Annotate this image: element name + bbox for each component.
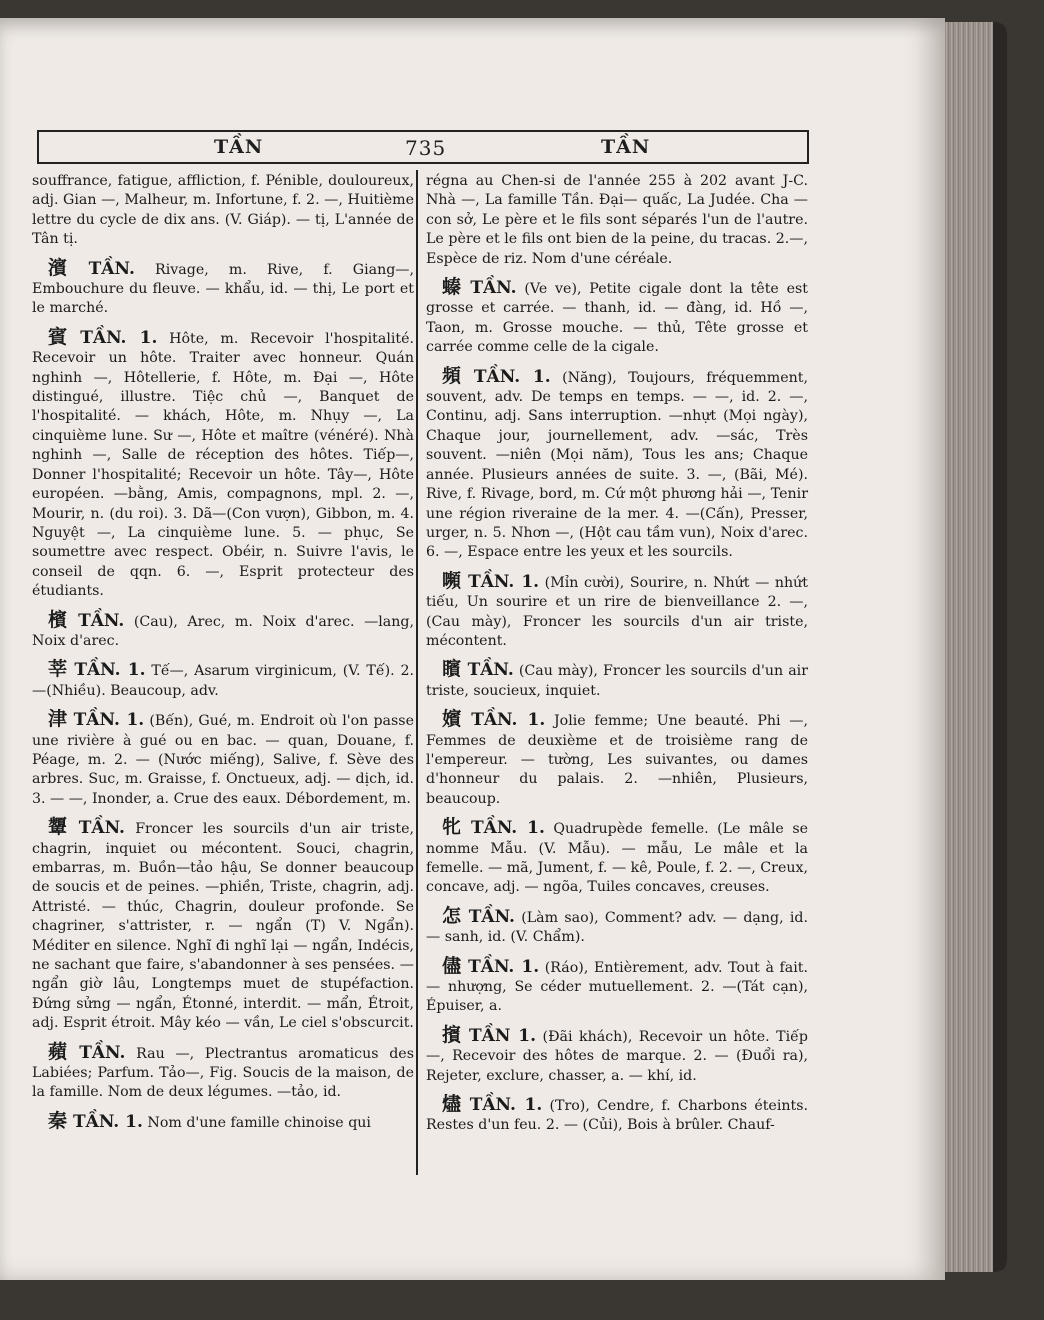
entry-headword: TẦN. [88, 258, 135, 279]
entry-headword: TẦN. 1. [471, 710, 546, 731]
entry-chinese-character: 顰 [48, 816, 73, 839]
entry-definition: (Làm sao), Comment? adv. — dạng, id. — sanh, id. (V. Chẩm). [426, 909, 808, 946]
entry-chinese-character: 蘋 [48, 1040, 74, 1063]
dictionary-entry [32, 325, 414, 602]
dictionary-entry [426, 954, 808, 1017]
entry-chinese-character: 頻 [442, 364, 468, 387]
book-page-edges [935, 22, 1007, 1272]
entry-definition: (Ve ve), Petite cigale dont la tête est grosse et carrée. — thanh, id. — đàng, id. Hồ —, Taon, m. Grosse mouche. — thủ, Tête grosse et carrée comme celle de la cigale. [426, 281, 808, 356]
entry-chinese-character: 秦 [48, 1109, 68, 1132]
entry-chinese-character: 怎 [442, 904, 463, 927]
dictionary-entry [426, 710, 808, 809]
dictionary-entry [426, 660, 808, 701]
dictionary-entry [426, 904, 808, 948]
dictionary-entry [32, 256, 414, 319]
dictionary-entry [426, 172, 808, 269]
entry-headword: TẦN. 1. [469, 1095, 543, 1116]
entry-headword: TẦN. 1. [471, 818, 545, 839]
column-divider [416, 170, 418, 1175]
right-column [426, 172, 808, 1145]
entry-definition: Hôte, m. Recevoir l'hospitalité. Recevoir un hôte. Traiter avec honneur. Quán nghinh —, Hôtellerie, f. Hôte, m. Đại —, Hôte distingué, illustre. Tiệc chủ —, Banquet de l'hospitalité. — khách, Hôte, m. Nhụy —, La cinquième lune. Sư —, Hôte et maître (vénéré). Nhà nghinh —, Salle de réception des hôtes. Tiếp—, Donner l'hospitalité; Recevoir un hôte. Tây—, Hôte européen. —bằng, Amis, compagnons, mpl. 2. —, Mourir, n. (du roi). 3. Dã—(Con vượn), Gibbon, m. 4. Nguyệt —, La cinquième lune. 5. — phục, Se soumettre avec respect. Obéir, n. Suivre l'avis, le conseil de qqn. 6. —, Esprit protecteur des étudiants. [32, 330, 414, 600]
entry-definition: Jolie femme; Une beauté. Phi —, Femmes de deuxième et de troisième rang de l'empereur. — tường, Les suivantes, ou dames d'honneur du palais. 2. —nhiên, Plusieurs, beaucoup. [426, 713, 808, 807]
dictionary-entry [32, 608, 414, 652]
entry-headword: TẦN. 1. [80, 327, 158, 348]
header-left-word: TẦN [214, 136, 264, 158]
entry-headword: TẦN. 1. [74, 660, 146, 681]
entry-headword: TẦN. [470, 278, 517, 299]
dictionary-entry [32, 1040, 414, 1103]
dictionary-entry [426, 569, 808, 652]
entry-headword: TẦN. 1. [473, 366, 551, 387]
entry-chinese-character: 檳 [48, 608, 73, 631]
left-column [32, 172, 414, 1142]
dictionary-entry [32, 818, 414, 1033]
dictionary-entry [32, 660, 414, 701]
entry-definition: Froncer les sourcils d'un air triste, chagrin, inquiet ou mécontent. Souci, chagrin, embarras, m. Buồn—tảo hậu, Se donner beaucoup de soucis et de peines. —phiền, Triste, chagrin, adj. Attristé. — thúc, Chagrin, douleur profonde. Se chagriner, s'attrister, r. — ngẩn (T) V. Ngẩn). Méditer en silence. Nghĩ đi nghĩ lại — ngẩn, Indécis, ne sachant que faire, s'abandonner à ses pensées. — ngẩn giờ lâu, Longtemps muet de stupéfaction. Đứng sửng — ngẩn, Étonné, interdit. — mẩn, Étroit, adj. Esprit étroit. Mây kéo — vần, Le ciel s'obscurcit. [32, 821, 414, 1032]
entry-headword: TẦN. [78, 818, 125, 839]
dictionary-entry [426, 818, 808, 898]
entry-chinese-character: 嚬 [442, 569, 463, 592]
entry-definition: Quadrupède femelle. (Le mâle se nomme Mẫu. (V. Mẫu). — mẫu, Le mâle et la femelle. — mã, Jument, f. — kê, Poule, f. 2. —, Creux, concave, adj. — ngõa, Tuiles concaves, creuses. [426, 821, 808, 896]
entry-chinese-character: 擯 [442, 1023, 463, 1046]
dictionary-entry [426, 364, 808, 563]
entry-chinese-character: 賓 [48, 325, 75, 348]
entry-chinese-character: 矉 [442, 658, 462, 681]
dictionary-entry [426, 278, 808, 358]
entry-chinese-character: 儘 [442, 954, 463, 977]
entry-definition: Rivage, m. Rive, f. Giang—, Embouchure du fleuve. — khẩu, id. — thị, Le port et le marché. [32, 261, 414, 317]
entry-definition: (Đãi khách), Recevoir un hôte. Tiếp—, Recevoir des hôtes de marque. 2. — (Đuổi ra), Rejeter, exclure, chasser, a. — khí, id. [426, 1028, 808, 1084]
entry-definition: (Cau), Arec, m. Noix d'arec. —lang, Noix d'arec. [32, 613, 414, 649]
dictionary-entry [32, 1109, 414, 1133]
entry-headword: TẦN. [78, 610, 125, 631]
entry-definition: (Tro), Cendre, f. Charbons éteints. Restes d'un feu. 2. — (Củi), Bois à brûler. Chauf- [426, 1098, 808, 1134]
entry-definition: (Năng), Toujours, fréquemment, souvent, adv. De temps en temps. — —, id. 2. —, Continu, adj. Sans interruption. —nhựt (Mọi ngày), Chaque jour, journellement, adv. —sác, Très souvent. —niên (Mọi năm), Tous les ans; Chaque année. Plusieurs années de suite. 3. —, (Bãi, Mé). Rive, f. Rivage, bord, m. Cứ một phương hải —, Tenir une région riveraine de la mer. 4. —(Cấn), Presser, urger, n. 5. Nhơn —, (Hột cau tầm vun), Noix d'arec. 6. —, Espace entre les yeux et les sourcils. [426, 369, 808, 561]
entry-chinese-character: 濱 [48, 256, 83, 279]
entry-headword: TẦN. 1. [468, 956, 540, 977]
entry-chinese-character: 牝 [442, 816, 466, 839]
entry-definition: (Bến), Gué, m. Endroit où l'on passe une rivière à gué ou en bac. — quan, Douane, f. Péage, m. 2. — (Nước miếng), Salive, f. Sève des arbres. Suc, m. Graisse, f. Onctueux, adj. — dịch, id. 3. — —, Inonder, a. Crue des eaux. Débordement, m. [32, 713, 414, 807]
entry-definition: (Ráo), Entièrement, adv. Tout à fait. — nhượng, Se céder mutuellement. 2. —(Tát cạn), Épuiser, a. [426, 959, 808, 1015]
dictionary-entry [32, 710, 414, 809]
entry-headword: TẦN. [79, 1042, 126, 1063]
running-header [37, 130, 809, 164]
entry-definition: Nom d'une famille chinoise qui [147, 1114, 371, 1131]
entry-chinese-character: 嬪 [442, 708, 466, 731]
dictionary-entry [426, 1023, 808, 1086]
entry-headword: TẦN. [467, 660, 514, 681]
entry-headword: TẦN. 1. [73, 1111, 143, 1132]
entry-chinese-character: 燼 [442, 1093, 464, 1116]
entry-definition: régna au Chen-si de l'année 255 à 202 avant J-C. Nhà —, La famille Tần. Đại— quấc, La Judée. Cha —con sở, Le père et le fils sont séparés l'un de l'autre. Le père et le fils ont bien de la peine, du tracas. 2.—, Espèce de riz. Nom d'une céréale. [426, 173, 808, 267]
entry-definition: Rau —, Plectrantus aromaticus des Labiées; Parfum. Tảo—, Fig. Soucis de la maison, de la famille. Nom de deux légumes. —tảo, id. [32, 1045, 414, 1101]
entry-chinese-character: 螓 [442, 276, 465, 299]
entry-definition: souffrance, fatigue, affliction, f. Pénible, douloureux, adj. Gian —, Malheur, m. Infortune, f. 2. —, Huitième lettre du cycle de dix ans. (V. Giáp). — tị, L'année de Tân tị. [32, 173, 414, 248]
entry-definition: (Cau mày), Froncer les sourcils d'un air triste, soucieux, inquiet. [426, 663, 808, 699]
dictionary-entry [426, 1095, 808, 1136]
entry-chinese-character: 莘 [48, 658, 69, 681]
page-number: 735 [405, 136, 447, 160]
entry-headword: TẦN 1. [469, 1025, 537, 1046]
header-right-word: TẦN [601, 136, 651, 158]
dictionary-entry [32, 172, 414, 250]
entry-definition: Tế—, Asarum virginicum, (V. Tế). 2. —(Nhiều). Beaucoup, adv. [32, 663, 414, 699]
entry-definition: (Mỉn cười), Sourire, n. Nhứt — nhứt tiếu, Un sourire et un rire de bienveillance 2. —, (Cau mày), Froncer les sourcils d'un air triste, mécontent. [426, 574, 808, 649]
entry-headword: TẦN. 1. [73, 710, 145, 731]
entry-headword: TẦN. 1. [468, 571, 540, 592]
entry-headword: TẦN. [468, 906, 515, 927]
entry-chinese-character: 津 [48, 708, 68, 731]
